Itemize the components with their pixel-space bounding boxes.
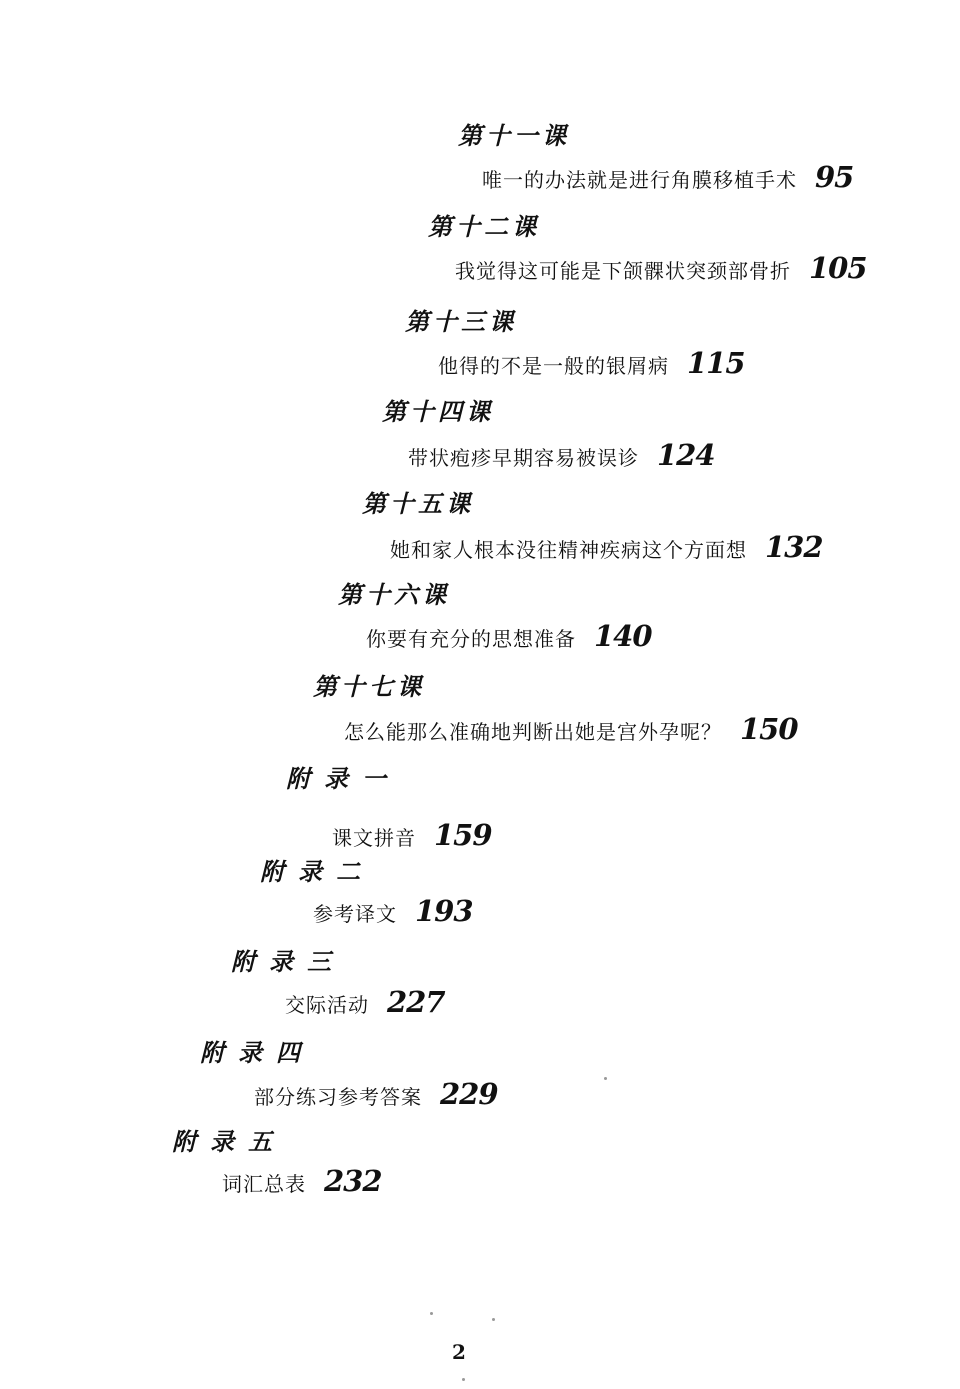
lesson-13-page-number: 115 bbox=[687, 346, 745, 380]
lesson-17-title: 怎么能那么准确地判断出她是宫外孕呢？ bbox=[344, 720, 722, 744]
appendix-1-page-number: 159 bbox=[434, 818, 492, 852]
lesson-11-heading: 第十一课 bbox=[458, 122, 570, 150]
lesson-16-entry[interactable] bbox=[366, 619, 652, 653]
lesson-15-page-number: 132 bbox=[765, 530, 823, 564]
lesson-12-heading: 第十二课 bbox=[428, 213, 540, 241]
appendix-1-entry[interactable] bbox=[332, 818, 492, 852]
lesson-13-title: 他得的不是一般的银屑病 bbox=[438, 354, 669, 378]
lesson-16-page-number: 140 bbox=[594, 619, 652, 653]
lesson-17-page-number: 150 bbox=[740, 712, 798, 746]
lesson-16-heading: 第十六课 bbox=[338, 581, 450, 609]
appendix-2-title: 参考译文 bbox=[313, 902, 397, 926]
scan-speck bbox=[604, 1077, 607, 1080]
appendix-3-title: 交际活动 bbox=[285, 993, 369, 1017]
appendix-5-entry[interactable] bbox=[222, 1164, 382, 1198]
lesson-14-entry[interactable] bbox=[408, 438, 715, 472]
appendix-3-heading: 附录三 bbox=[231, 948, 345, 976]
lesson-14-title: 带状疱疹早期容易被误诊 bbox=[408, 446, 639, 470]
appendix-4-title: 部分练习参考答案 bbox=[254, 1085, 422, 1109]
appendix-3-page-number: 227 bbox=[387, 985, 445, 1019]
lesson-15-title: 她和家人根本没往精神疾病这个方面想 bbox=[390, 538, 747, 562]
appendix-1-heading: 附录一 bbox=[286, 765, 400, 793]
scan-speck bbox=[462, 1378, 465, 1381]
appendix-3-entry[interactable] bbox=[285, 985, 445, 1019]
appendix-5-heading: 附录五 bbox=[172, 1128, 286, 1156]
appendix-2-heading: 附录二 bbox=[260, 858, 374, 886]
appendix-2-page-number: 193 bbox=[415, 894, 473, 928]
appendix-5-page-number: 232 bbox=[324, 1164, 382, 1198]
appendix-4-heading: 附录四 bbox=[200, 1039, 314, 1067]
lesson-11-entry[interactable] bbox=[482, 160, 854, 194]
lesson-12-entry[interactable] bbox=[455, 251, 867, 285]
scan-speck bbox=[492, 1318, 495, 1321]
scan-speck bbox=[430, 1312, 433, 1315]
appendix-4-page-number: 229 bbox=[440, 1077, 498, 1111]
lesson-13-heading: 第十三课 bbox=[405, 308, 517, 336]
lesson-14-heading: 第十四课 bbox=[382, 398, 494, 426]
lesson-12-title: 我觉得这可能是下颌髁状突颈部骨折 bbox=[455, 259, 791, 283]
lesson-15-heading: 第十五课 bbox=[362, 490, 474, 518]
lesson-15-entry[interactable] bbox=[390, 530, 823, 564]
lesson-12-page-number: 105 bbox=[809, 251, 867, 285]
appendix-1-title: 课文拼音 bbox=[332, 826, 416, 850]
lesson-11-page-number: 95 bbox=[815, 160, 854, 194]
lesson-17-entry[interactable] bbox=[344, 712, 798, 746]
lesson-11-title: 唯一的办法就是进行角膜移植手术 bbox=[482, 168, 797, 192]
lesson-17-heading: 第十七课 bbox=[313, 673, 425, 701]
appendix-5-title: 词汇总表 bbox=[222, 1172, 306, 1196]
lesson-16-title: 你要有充分的思想准备 bbox=[366, 627, 576, 651]
lesson-13-entry[interactable] bbox=[438, 346, 745, 380]
lesson-14-page-number: 124 bbox=[657, 438, 715, 472]
appendix-2-entry[interactable] bbox=[313, 894, 473, 928]
page-number-footer: 2 bbox=[452, 1340, 466, 1364]
appendix-4-entry[interactable] bbox=[254, 1077, 498, 1111]
